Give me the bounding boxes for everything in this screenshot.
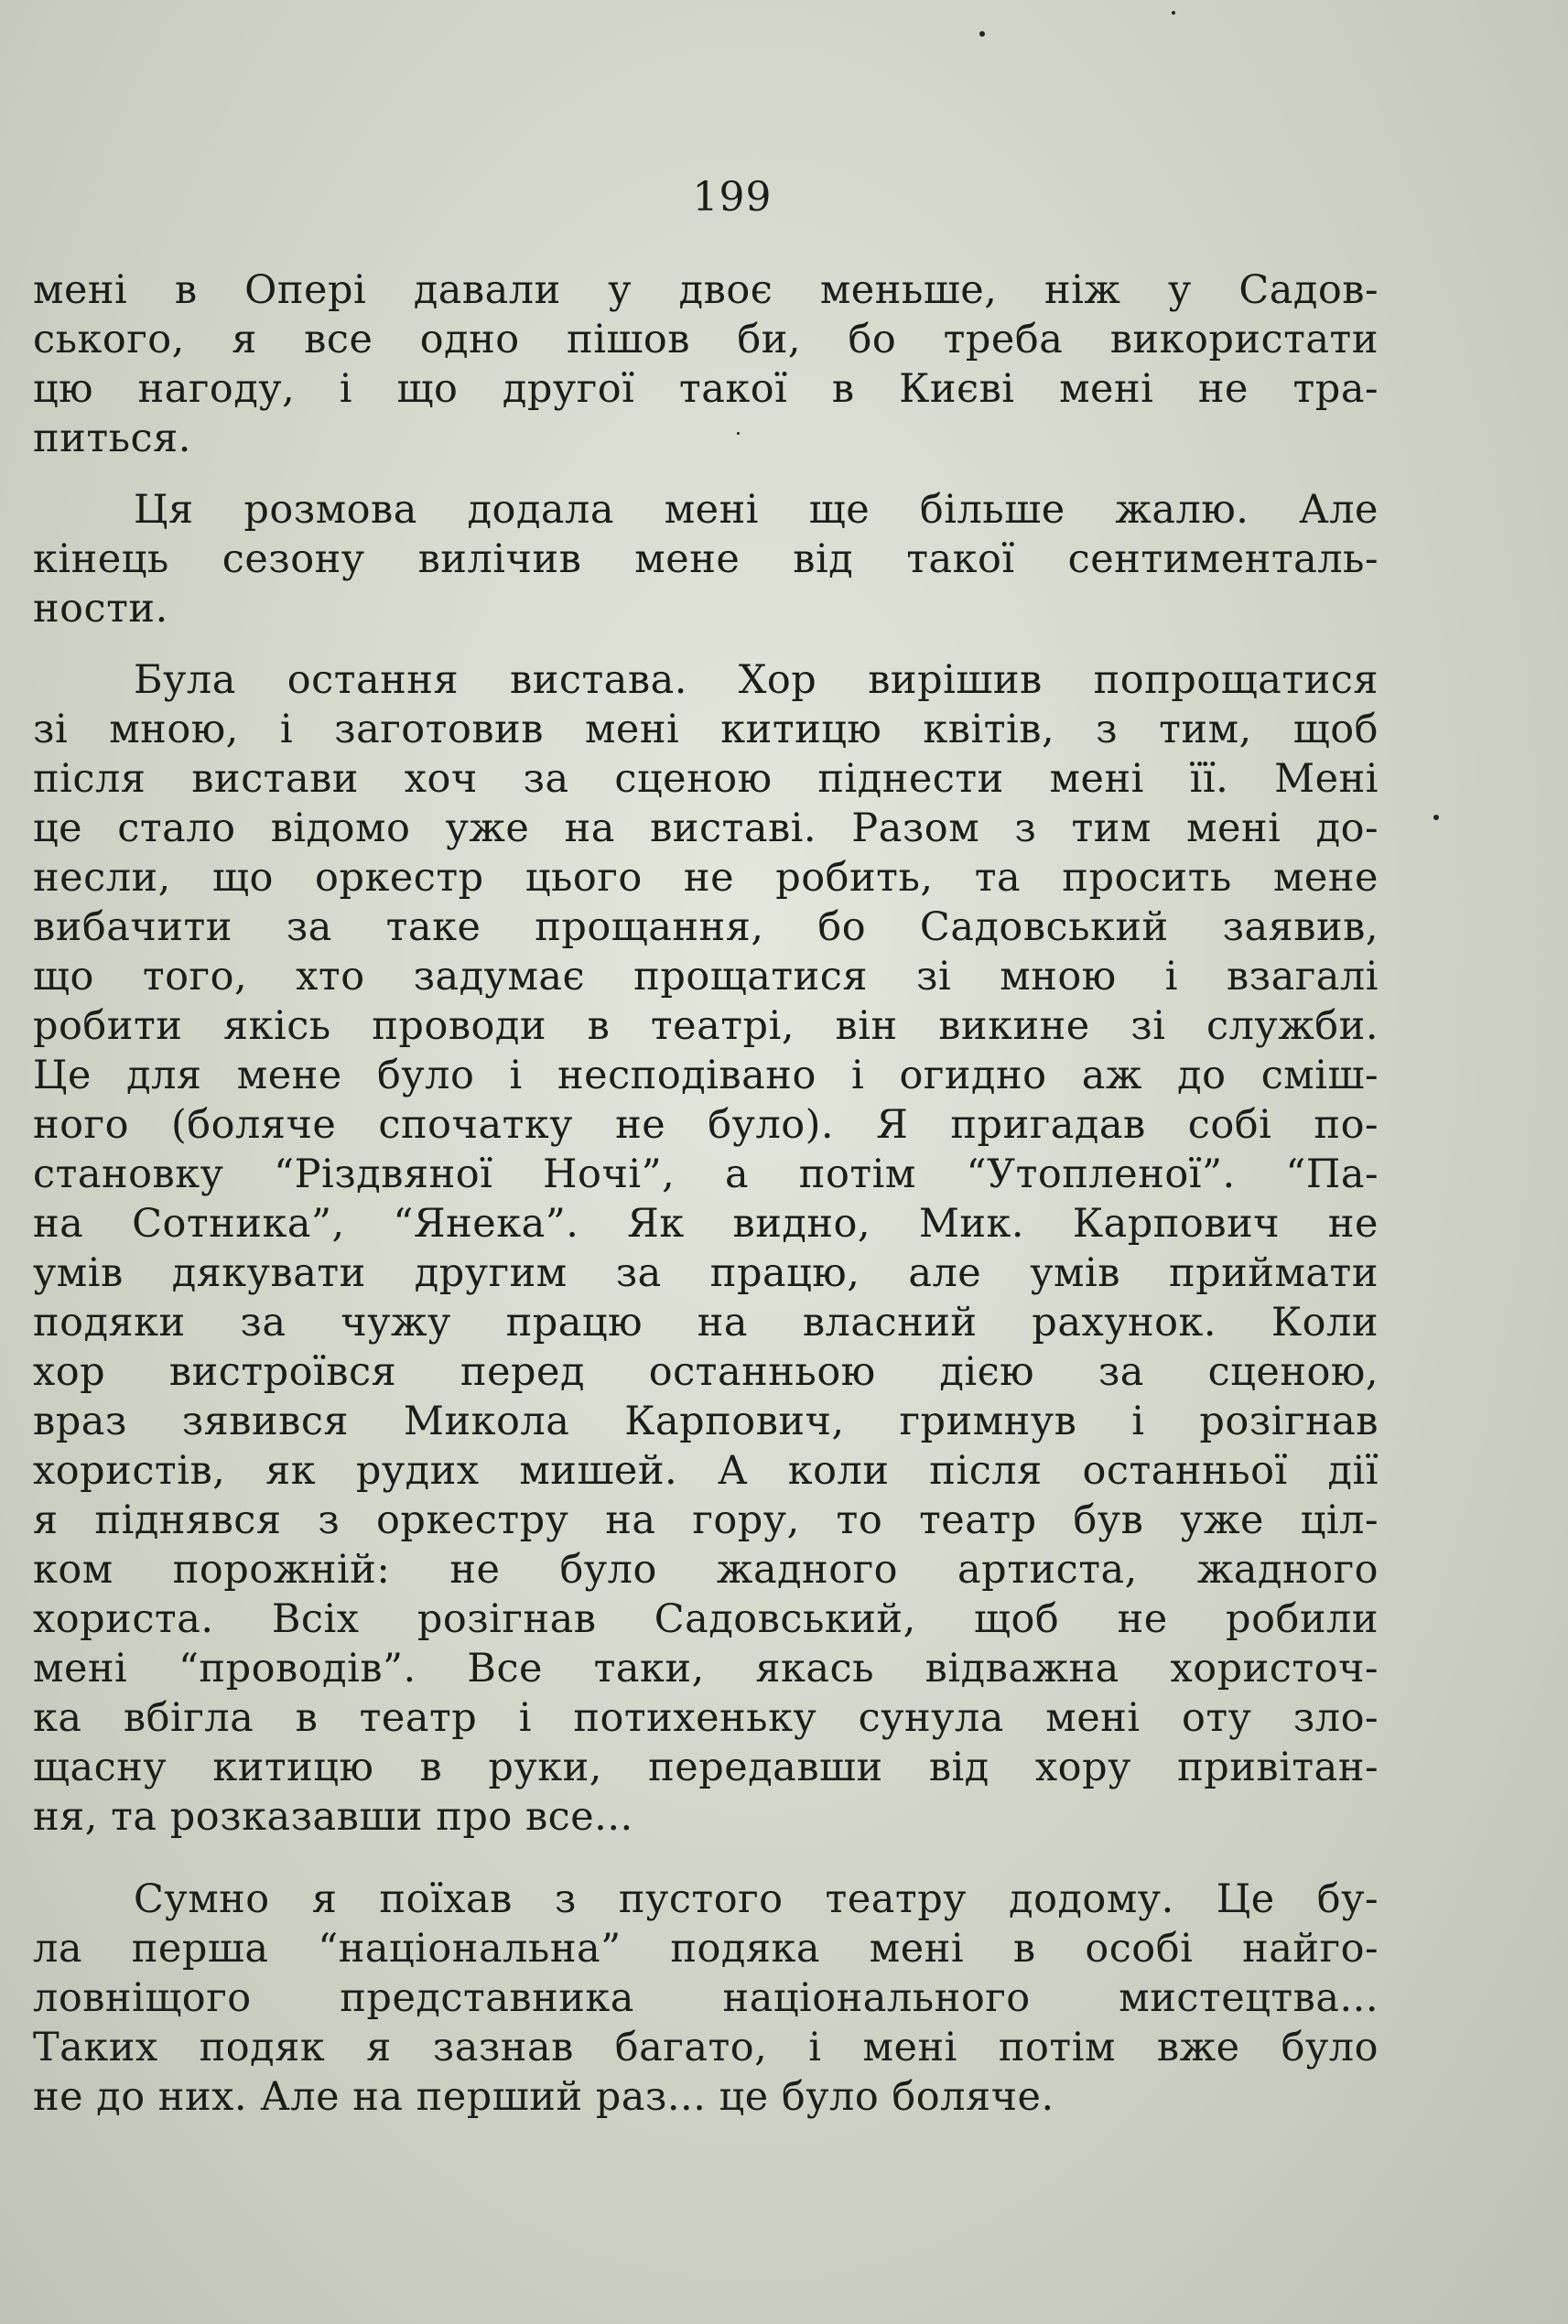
text-line: враз зявився Микола Карпович, гримнув і розігнав: [33, 1399, 1379, 1444]
text-line: кінець сезону вилічив мене від такої сентименталь-: [33, 536, 1379, 582]
text-line: після вистави хоч за сценою піднести мені її. Мені: [33, 756, 1379, 802]
text-line: не до них. Але на перший раз... це було боляче.: [33, 2074, 1054, 2120]
text-line: подяки за чужу працю на власний рахунок. Коли: [33, 1300, 1379, 1346]
text-line: ловніщого представника національного мистецтва...: [33, 1975, 1379, 2021]
text-line: мені “проводів”. Все таки, якась відважна хористоч-: [33, 1646, 1379, 1692]
text-line: несли, що оркестр цього не робить, та просить мене: [33, 855, 1379, 901]
text-line: Була остання вистава. Хор вирішив попрощатися: [134, 657, 1379, 703]
text-line: ком порожній: не було жадного артиста, жадного: [33, 1547, 1379, 1593]
paragraph-gap: [33, 463, 1379, 485]
text-line: Таких подяк я зазнав багато, і мені потім вже було: [33, 2025, 1379, 2070]
text-line: хор вистроївся перед останньою дією за сценою,: [33, 1349, 1379, 1395]
text-line: це стало відомо уже на виставі. Разом з тим мені до-: [33, 805, 1379, 851]
page-number: 199: [692, 174, 773, 221]
text-line: вибачити за таке прощання, бо Садовський заявив,: [33, 904, 1379, 950]
text-line: умів дякувати другим за працю, але умів приймати: [33, 1250, 1379, 1296]
paragraph-3: [33, 655, 1379, 1842]
text-line: ла перша “національна” подяка мені в особі найго-: [33, 1926, 1379, 1972]
paragraph-gap: [33, 633, 1379, 655]
text-line: хориста. Всіх розігнав Садовський, щоб не робили: [33, 1596, 1379, 1642]
paragraph-gap: [33, 1842, 1379, 1875]
text-line: я піднявся з оркестру на гору, то театр був уже ціл-: [33, 1497, 1379, 1543]
ink-speck: [1433, 815, 1439, 820]
text-line: питься.: [33, 416, 191, 461]
text-line: зі мною, і заготовив мені китицю квітів, з тим, щоб: [33, 707, 1379, 752]
text-line: на Сотника”, “Янека”. Як видно, Мик. Карпович не: [33, 1201, 1379, 1247]
text-line: Це для мене було і несподівано і огидно аж до сміш-: [33, 1053, 1379, 1098]
text-line: ности.: [33, 586, 168, 632]
text-line: Сумно я поїхав з пустого театру додому. Це бу-: [134, 1876, 1379, 1922]
text-line: хористів, як рудих мишей. А коли після останньої дії: [33, 1448, 1379, 1494]
text-line: щасну китицю в руки, передавши від хору привітан-: [33, 1745, 1379, 1790]
body-text: [33, 265, 1379, 2122]
text-line: ня, та розказавши про все...: [33, 1794, 633, 1840]
text-line: цю нагоду, і що другої такої в Києві мені не тра-: [33, 366, 1379, 412]
text-line: мені в Опері давали у двоє меньше, ніж у Садов-: [33, 267, 1379, 313]
paragraph-2: [33, 485, 1379, 633]
ink-speck: [1172, 11, 1175, 15]
text-line: ського, я все одно пішов би, бо треба використати: [33, 317, 1379, 362]
text-line: ка вбігла в театр і потихеньку сунула мені оту зло-: [33, 1695, 1379, 1741]
ink-speck: [979, 31, 985, 37]
text-line: робити якісь проводи в театрі, він викине зі служби.: [33, 1003, 1379, 1049]
text-line: становку “Різдвяної Ночі”, а потім “Утопленої”. “Па-: [33, 1151, 1379, 1197]
paragraph-1: [33, 265, 1379, 463]
text-line: Ця розмова додала мені ще більше жалю. Але: [134, 487, 1379, 533]
text-line: що того, хто задумає прощатися зі мною і взагалі: [33, 954, 1379, 1000]
text-line: ного (боляче спочатку не було). Я пригадав собі по-: [33, 1102, 1379, 1148]
paragraph-4: [33, 1875, 1379, 2122]
